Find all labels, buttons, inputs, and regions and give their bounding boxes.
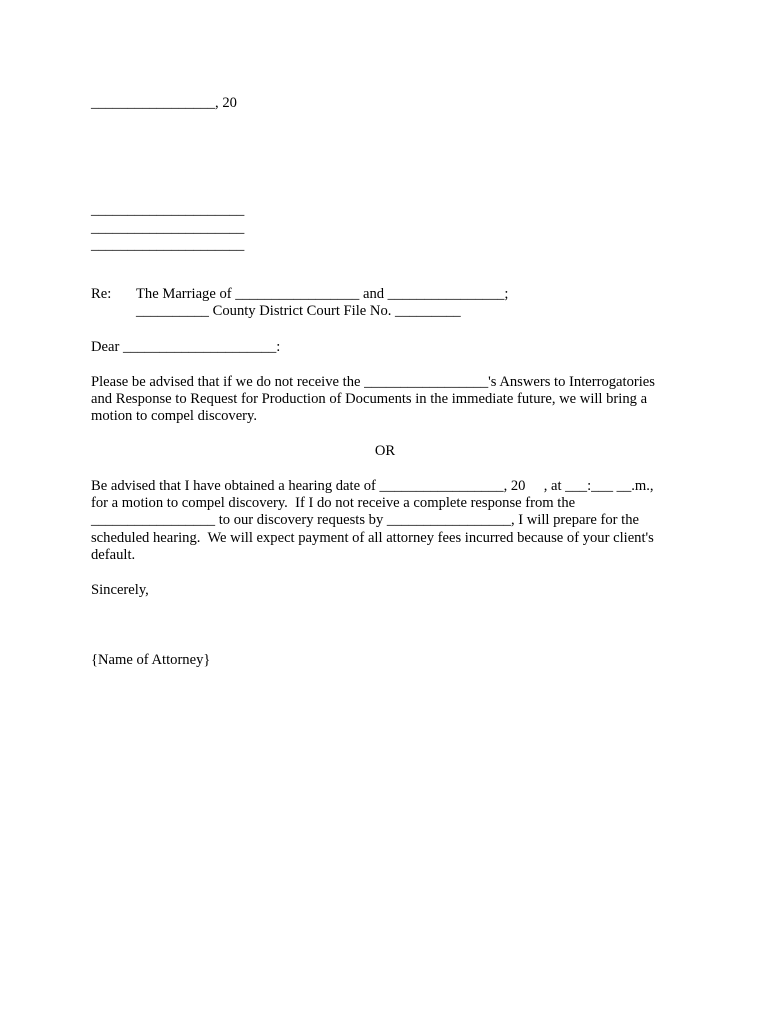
paragraph1-line-2: and Response to Request for Production of Documents in the immediate future, we will bring a bbox=[91, 391, 648, 407]
re-line-2: __________ County District Court File No. _________ bbox=[136, 303, 461, 319]
or-separator: OR bbox=[374, 443, 396, 459]
salutation: Dear _____________________: bbox=[91, 339, 281, 355]
paragraph2-line-3: _________________ to our discovery requests by _________________, I will prepare for the bbox=[91, 512, 639, 528]
closing: Sincerely, bbox=[91, 582, 149, 598]
address-line-2: _____________________ bbox=[91, 220, 245, 236]
re-line-1: The Marriage of _________________ and ________________; bbox=[136, 286, 509, 302]
re-label: Re: bbox=[91, 286, 112, 302]
paragraph2-line-1: Be advised that I have obtained a hearing date of _________________, 20 , at ___:___ __.m., bbox=[91, 478, 654, 494]
paragraph2-line-5: default. bbox=[91, 547, 136, 563]
address-line-3: _____________________ bbox=[91, 237, 245, 253]
address-line-1: _____________________ bbox=[91, 202, 245, 218]
date-line: _________________, 20 bbox=[91, 95, 237, 111]
paragraph2-line-2: for a motion to compel discovery. If I do not receive a complete response from the bbox=[91, 495, 576, 511]
paragraph1-line-1: Please be advised that if we do not receive the _________________'s Answers to Interrogatories bbox=[91, 374, 655, 390]
signature-name: {Name of Attorney} bbox=[91, 652, 211, 668]
paragraph2-line-4: scheduled hearing. We will expect payment of all attorney fees incurred because of your client's bbox=[91, 530, 654, 546]
paragraph1-line-3: motion to compel discovery. bbox=[91, 408, 258, 424]
